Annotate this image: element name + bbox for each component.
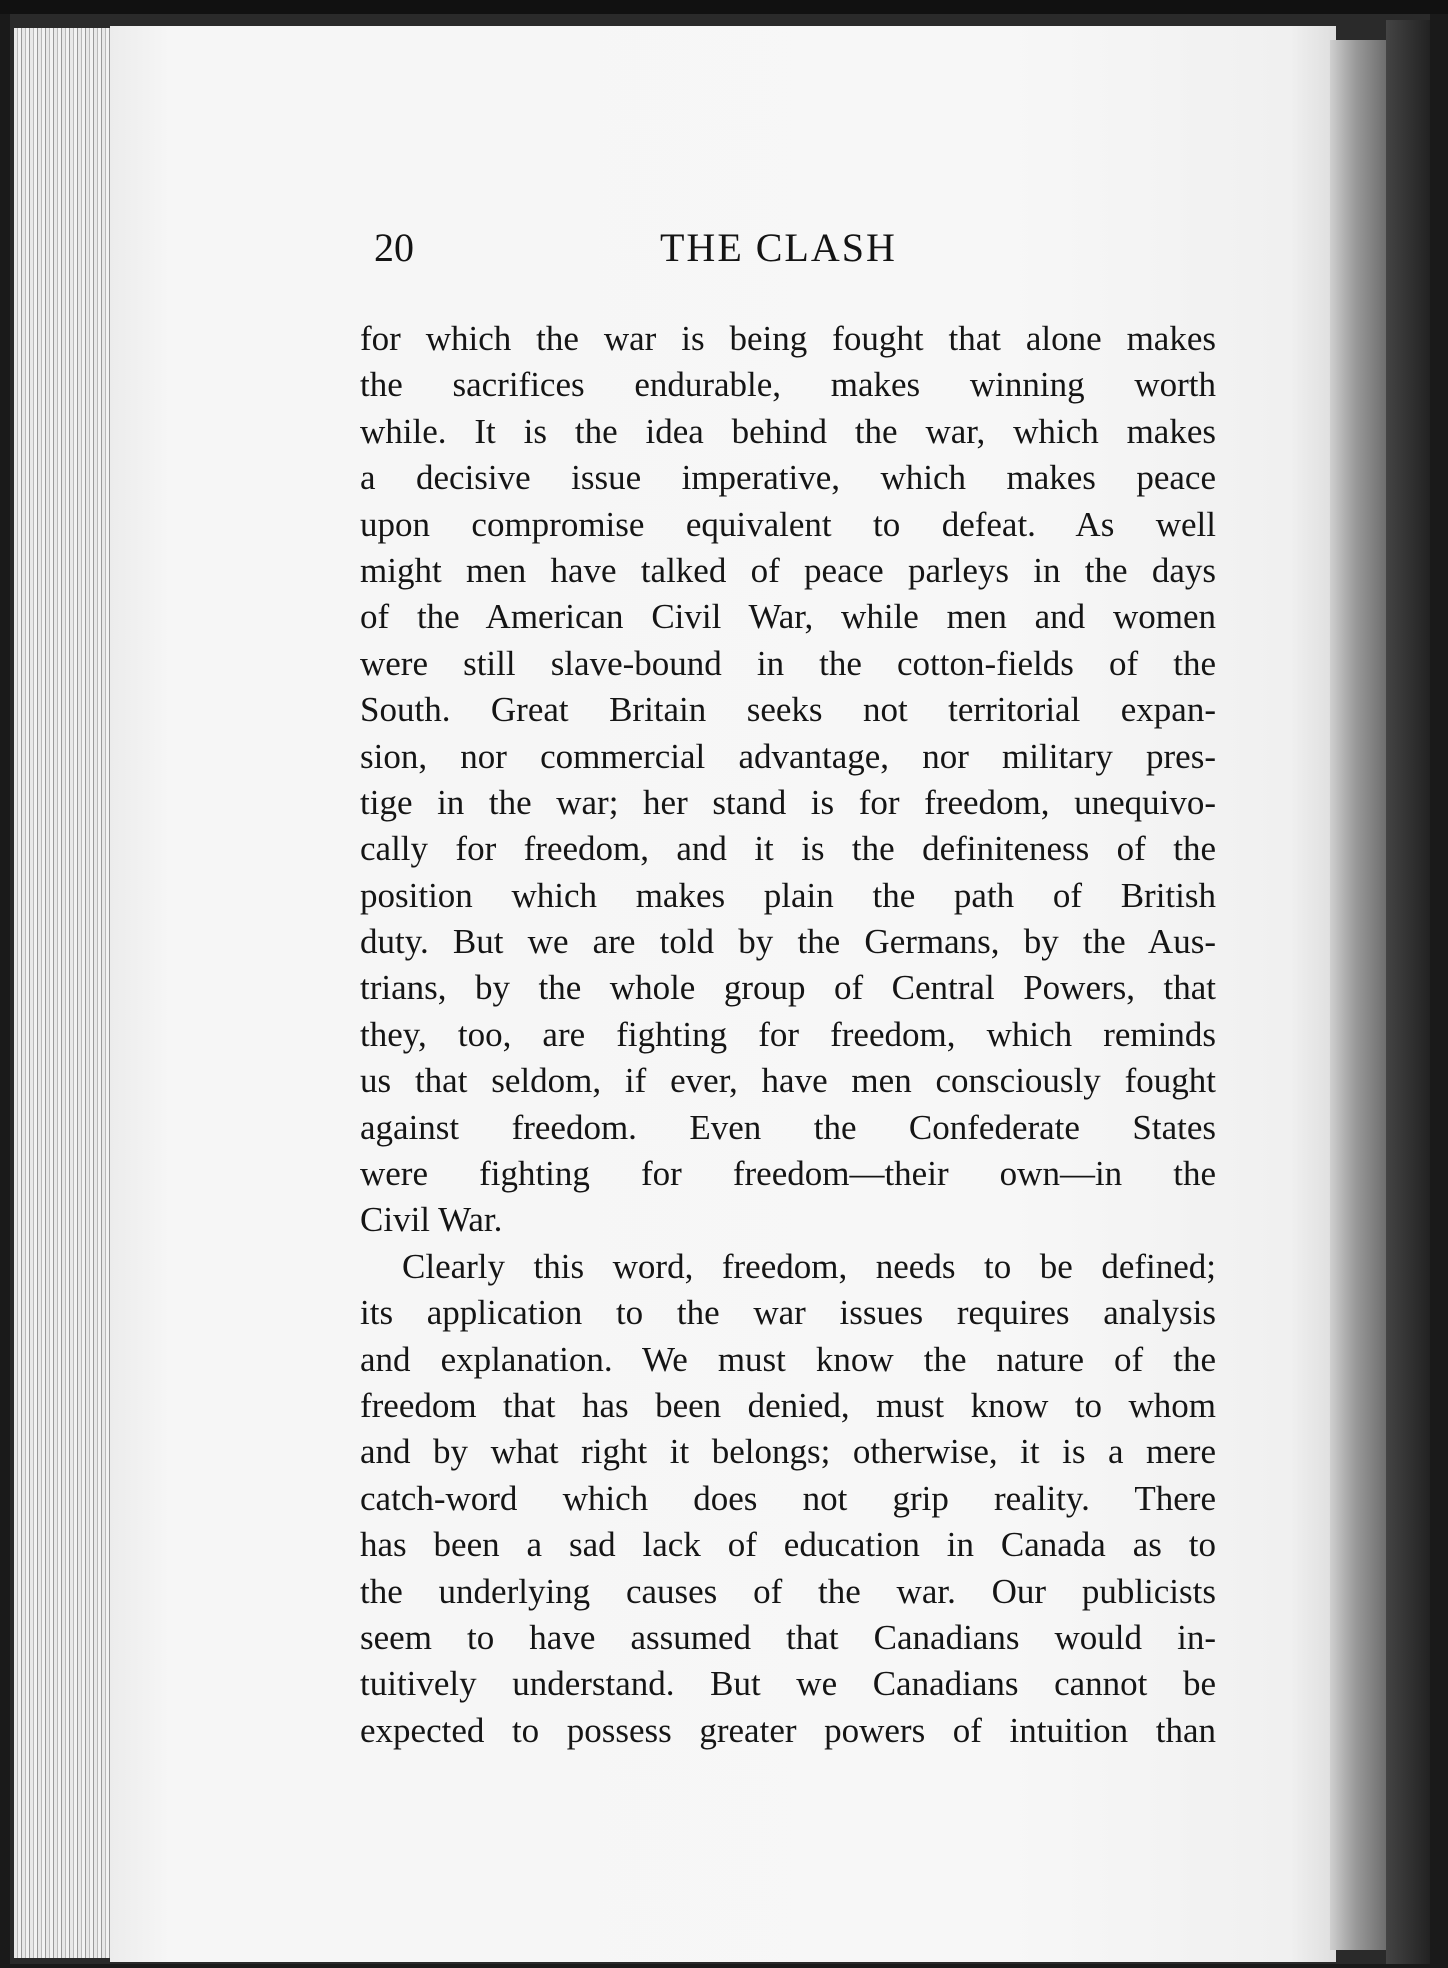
text-line: the sacrifices endurable, makes winning worth [360,365,1216,405]
text-line: has been a sad lack of education in Canada as to [360,1525,1216,1565]
text-line: its application to the war issues requires analysis [360,1293,1216,1333]
text-line: for which the war is being fought that alone makes [360,319,1216,358]
text-line: trians, by the whole group of Central Powers, that [360,968,1216,1008]
scan-top-border [0,0,1448,14]
text-line: position which makes plain the path of British [360,875,1216,915]
text-line: a decisive issue imperative, which makes peace [360,458,1216,498]
text-line: freedom that has been denied, must know to whom [360,1385,1216,1425]
text-line: tige in the war; her stand is for freedom, unequivo- [360,782,1216,822]
text-line: the underlying causes of the war. Our publicists [360,1571,1216,1611]
text-line: of the American Civil War, while men and women [360,597,1216,637]
text-line: South. Great Britain seeks not territorial expan- [360,690,1216,730]
gutter-shadow [1330,40,1386,1950]
text-line: Civil War. [360,1200,503,1240]
text-line: while. It is the idea behind the war, which makes [360,411,1216,451]
text-line: and explanation. We must know the nature of the [360,1339,1216,1379]
page-title: THE CLASH [660,225,897,270]
text-line: they, too, are fighting for freedom, which reminds [360,1014,1216,1054]
text-line: against freedom. Even the Confederate States [360,1107,1216,1147]
text-line: might men have talked of peace parleys in the days [360,550,1216,590]
body-text [360,316,1216,1754]
text-line: were still slave-bound in the cotton-fields of the [360,643,1216,683]
text-line: upon compromise equivalent to defeat. As well [360,504,1216,544]
text-line: duty. But we are told by the Germans, by the Aus- [360,922,1216,962]
text-line: expected to possess greater powers of intuition than [360,1710,1216,1750]
text-line: Clearly this word, freedom, needs to be defined; [402,1246,1216,1286]
running-head [374,224,1214,274]
page-edges [14,28,124,1958]
text-line: catch-word which does not grip reality. There [360,1478,1216,1518]
text-line: tuitively understand. But we Canadians cannot be [360,1664,1216,1704]
text-line: us that seldom, if ever, have men consciously fought [360,1061,1216,1101]
book-cover-edge [1386,20,1430,1964]
text-line: were fighting for freedom—their own—in the [360,1154,1216,1194]
page-number: 20 [374,225,414,270]
text-line: and by what right it belongs; otherwise, it is a mere [360,1432,1216,1472]
text-line: cally for freedom, and it is the definiteness of the [360,829,1216,869]
text-line: seem to have assumed that Canadians would in- [360,1617,1216,1657]
text-line: sion, nor commercial advantage, nor military pres- [360,736,1216,776]
